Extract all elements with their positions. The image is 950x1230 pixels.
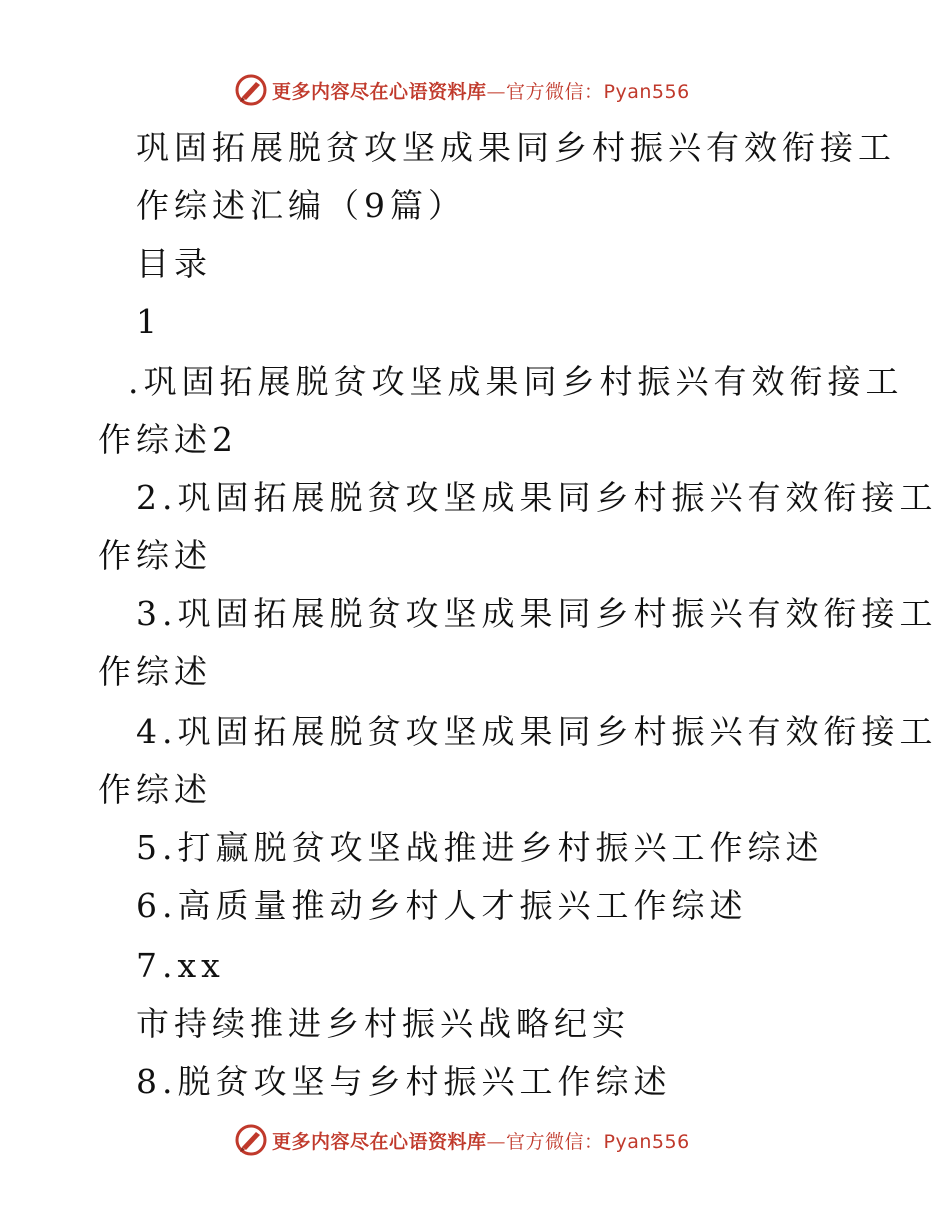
header-watermark xyxy=(234,72,690,108)
toc-item-1-line-1: .巩固拓展脱贫攻坚成果同乡村振兴有效衔接工 xyxy=(128,362,904,401)
document-title-line-2: 作综述汇编（9篇） xyxy=(136,186,466,225)
toc-item-7-line-2: 市持续推进乡村振兴战略纪实 xyxy=(136,1004,630,1043)
watermark-separator: — xyxy=(486,1130,507,1153)
toc-item-6: 6.高质量推动乡村人才振兴工作综述 xyxy=(136,886,748,925)
toc-item-2-line-2: 作综述 xyxy=(98,536,212,575)
watermark-account: Pyan556 xyxy=(603,80,690,103)
watermark-text xyxy=(272,77,690,104)
toc-item-5: 5.打赢脱贫攻坚战推进乡村振兴工作综述 xyxy=(136,828,824,867)
toc-item-2-line-1: 2.巩固拓展脱贫攻坚成果同乡村振兴有效衔接工 xyxy=(136,478,938,517)
document-title-line-1: 巩固拓展脱贫攻坚成果同乡村振兴有效衔接工 xyxy=(136,128,896,167)
pen-logo-icon xyxy=(234,1123,268,1157)
toc-item-3-line-1: 3.巩固拓展脱贫攻坚成果同乡村振兴有效衔接工 xyxy=(136,594,938,633)
toc-heading: 目录 xyxy=(136,244,212,283)
toc-item-8: 8.脱贫攻坚与乡村振兴工作综述 xyxy=(136,1062,672,1101)
watermark-label: 官方微信： xyxy=(506,80,604,103)
toc-item-3-line-2: 作综述 xyxy=(98,652,212,691)
watermark-separator: — xyxy=(486,80,507,103)
toc-item-4-line-2: 作综述 xyxy=(98,770,212,809)
watermark-brand: 更多内容尽在心语资料库 xyxy=(272,80,487,103)
watermark-text xyxy=(272,1127,690,1154)
footer-watermark xyxy=(234,1122,690,1158)
toc-item-1-number: 1 xyxy=(136,302,162,341)
watermark-brand: 更多内容尽在心语资料库 xyxy=(272,1130,487,1153)
toc-item-1-line-2: 作综述2 xyxy=(98,420,238,459)
toc-item-4-line-1: 4.巩固拓展脱贫攻坚成果同乡村振兴有效衔接工 xyxy=(136,712,938,751)
pen-logo-icon xyxy=(234,73,268,107)
watermark-account: Pyan556 xyxy=(603,1130,690,1153)
toc-item-7-line-1: 7.xx xyxy=(136,946,225,985)
watermark-label: 官方微信： xyxy=(506,1130,604,1153)
